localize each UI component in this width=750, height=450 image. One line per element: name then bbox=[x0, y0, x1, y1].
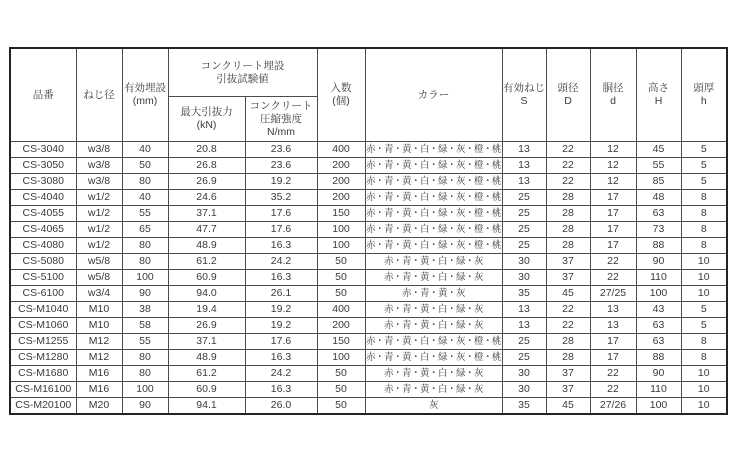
cell-max-pull: 47.7 bbox=[168, 222, 245, 238]
cell-screw-dia: w5/8 bbox=[76, 254, 122, 270]
cell-eff-thread: 13 bbox=[502, 158, 546, 174]
table-row bbox=[10, 222, 727, 238]
cell-body-dia: 12 bbox=[590, 158, 636, 174]
cell-embed-depth: 40 bbox=[122, 142, 168, 158]
table-row bbox=[10, 238, 727, 254]
cell-eff-thread: 35 bbox=[502, 398, 546, 415]
col-header-embed-depth-line1: 有効埋設 bbox=[124, 82, 166, 94]
cell-eff-thread: 13 bbox=[502, 318, 546, 334]
table-row bbox=[10, 286, 727, 302]
cell-max-pull: 26.9 bbox=[168, 174, 245, 190]
table-row bbox=[10, 302, 727, 318]
cell-head-dia: 28 bbox=[546, 222, 590, 238]
cell-part-no: CS-M16100 bbox=[10, 382, 76, 398]
cell-head-thick: 5 bbox=[681, 142, 727, 158]
table-row bbox=[10, 254, 727, 270]
cell-head-dia: 22 bbox=[546, 174, 590, 190]
cell-max-pull: 20.8 bbox=[168, 142, 245, 158]
cell-embed-depth: 40 bbox=[122, 190, 168, 206]
cell-qty: 150 bbox=[317, 206, 365, 222]
cell-embed-depth: 80 bbox=[122, 174, 168, 190]
col-header-eff-thread-line2: S bbox=[520, 95, 528, 107]
table-row bbox=[10, 158, 727, 174]
cell-embed-depth: 100 bbox=[122, 382, 168, 398]
col-header-max-pull-line2: (kN) bbox=[196, 119, 217, 131]
cell-color: 赤・青・黄・白・緑・灰 bbox=[365, 318, 502, 334]
cell-embed-depth: 80 bbox=[122, 238, 168, 254]
cell-height: 100 bbox=[636, 398, 681, 415]
cell-eff-thread: 13 bbox=[502, 302, 546, 318]
col-header-body-dia-line1: 胴径 bbox=[602, 82, 624, 94]
cell-head-thick: 10 bbox=[681, 398, 727, 415]
cell-screw-dia: w3/8 bbox=[76, 158, 122, 174]
cell-max-pull: 60.9 bbox=[168, 270, 245, 286]
cell-qty: 400 bbox=[317, 302, 365, 318]
table-row bbox=[10, 206, 727, 222]
cell-compressive: 23.6 bbox=[245, 142, 317, 158]
col-header-embed-depth-line2: (mm) bbox=[132, 95, 158, 107]
cell-embed-depth: 80 bbox=[122, 350, 168, 366]
cell-head-thick: 10 bbox=[681, 382, 727, 398]
cell-height: 85 bbox=[636, 174, 681, 190]
cell-body-dia: 22 bbox=[590, 366, 636, 382]
cell-qty: 50 bbox=[317, 382, 365, 398]
cell-embed-depth: 50 bbox=[122, 158, 168, 174]
cell-head-dia: 28 bbox=[546, 238, 590, 254]
col-header-head-thick-line1: 頭厚 bbox=[693, 82, 715, 94]
cell-part-no: CS-5100 bbox=[10, 270, 76, 286]
col-header-max-pull bbox=[168, 97, 245, 142]
cell-eff-thread: 13 bbox=[502, 142, 546, 158]
cell-height: 55 bbox=[636, 158, 681, 174]
cell-screw-dia: M20 bbox=[76, 398, 122, 415]
col-header-qty bbox=[317, 48, 365, 142]
col-header-screw-dia-label: ねじ径 bbox=[83, 88, 115, 101]
cell-embed-depth: 90 bbox=[122, 286, 168, 302]
cell-max-pull: 60.9 bbox=[168, 382, 245, 398]
cell-part-no: CS-M1280 bbox=[10, 350, 76, 366]
cell-head-dia: 22 bbox=[546, 158, 590, 174]
cell-color: 赤・青・黄・白・緑・灰・橙・桃 bbox=[365, 158, 502, 174]
cell-height: 43 bbox=[636, 302, 681, 318]
col-header-compressive-line2: 圧縮強度 bbox=[260, 112, 302, 125]
cell-head-thick: 8 bbox=[681, 238, 727, 254]
cell-part-no: CS-M20100 bbox=[10, 398, 76, 415]
cell-max-pull: 61.2 bbox=[168, 254, 245, 270]
col-header-compressive bbox=[245, 97, 317, 142]
cell-qty: 100 bbox=[317, 350, 365, 366]
cell-height: 110 bbox=[636, 270, 681, 286]
cell-color: 赤・青・黄・白・緑・灰 bbox=[365, 382, 502, 398]
cell-height: 48 bbox=[636, 190, 681, 206]
cell-embed-depth: 100 bbox=[122, 270, 168, 286]
cell-body-dia: 22 bbox=[590, 270, 636, 286]
col-header-qty-line2: (個) bbox=[332, 95, 350, 107]
cell-qty: 200 bbox=[317, 190, 365, 206]
cell-color: 赤・青・黄・白・緑・灰・橙・桃 bbox=[365, 222, 502, 238]
cell-head-thick: 8 bbox=[681, 206, 727, 222]
col-header-color bbox=[365, 48, 502, 142]
cell-max-pull: 94.1 bbox=[168, 398, 245, 415]
cell-head-dia: 45 bbox=[546, 286, 590, 302]
cell-head-thick: 5 bbox=[681, 302, 727, 318]
cell-head-dia: 22 bbox=[546, 302, 590, 318]
cell-part-no: CS-3050 bbox=[10, 158, 76, 174]
cell-body-dia: 17 bbox=[590, 206, 636, 222]
cell-eff-thread: 25 bbox=[502, 222, 546, 238]
cell-head-dia: 37 bbox=[546, 382, 590, 398]
col-header-height-line2: H bbox=[654, 95, 663, 107]
cell-eff-thread: 25 bbox=[502, 350, 546, 366]
cell-height: 100 bbox=[636, 286, 681, 302]
cell-height: 110 bbox=[636, 382, 681, 398]
cell-part-no: CS-M1040 bbox=[10, 302, 76, 318]
cell-body-dia: 27/26 bbox=[590, 398, 636, 415]
cell-eff-thread: 13 bbox=[502, 174, 546, 190]
cell-compressive: 26.0 bbox=[245, 398, 317, 415]
cell-compressive: 23.6 bbox=[245, 158, 317, 174]
table-row bbox=[10, 366, 727, 382]
cell-body-dia: 17 bbox=[590, 222, 636, 238]
cell-eff-thread: 30 bbox=[502, 366, 546, 382]
cell-color: 赤・青・黄・白・緑・灰・橙・桃 bbox=[365, 174, 502, 190]
cell-max-pull: 37.1 bbox=[168, 206, 245, 222]
col-header-head-thick bbox=[681, 48, 727, 142]
cell-height: 63 bbox=[636, 334, 681, 350]
cell-color: 赤・青・黄・白・緑・灰・橙・桃 bbox=[365, 238, 502, 254]
cell-head-thick: 10 bbox=[681, 286, 727, 302]
table-row bbox=[10, 142, 727, 158]
cell-compressive: 17.6 bbox=[245, 222, 317, 238]
cell-color: 赤・青・黄・白・緑・灰・橙・桃 bbox=[365, 206, 502, 222]
cell-qty: 50 bbox=[317, 254, 365, 270]
cell-compressive: 16.3 bbox=[245, 382, 317, 398]
cell-qty: 50 bbox=[317, 270, 365, 286]
table-row bbox=[10, 334, 727, 350]
cell-height: 45 bbox=[636, 142, 681, 158]
cell-qty: 50 bbox=[317, 398, 365, 415]
cell-part-no: CS-6100 bbox=[10, 286, 76, 302]
col-header-screw-dia bbox=[76, 48, 122, 142]
cell-compressive: 16.3 bbox=[245, 270, 317, 286]
cell-screw-dia: M16 bbox=[76, 366, 122, 382]
cell-compressive: 17.6 bbox=[245, 206, 317, 222]
cell-qty: 200 bbox=[317, 158, 365, 174]
cell-screw-dia: w1/2 bbox=[76, 206, 122, 222]
cell-compressive: 19.2 bbox=[245, 302, 317, 318]
cell-part-no: CS-4040 bbox=[10, 190, 76, 206]
cell-color: 灰 bbox=[365, 398, 502, 415]
cell-part-no: CS-M1255 bbox=[10, 334, 76, 350]
cell-compressive: 17.6 bbox=[245, 334, 317, 350]
cell-height: 88 bbox=[636, 350, 681, 366]
cell-body-dia: 27/25 bbox=[590, 286, 636, 302]
cell-height: 63 bbox=[636, 318, 681, 334]
cell-color: 赤・青・黄・白・緑・灰・橙・桃 bbox=[365, 334, 502, 350]
table-row bbox=[10, 350, 727, 366]
cell-height: 63 bbox=[636, 206, 681, 222]
col-header-part-no-label: 品番 bbox=[32, 88, 54, 101]
cell-screw-dia: w1/2 bbox=[76, 190, 122, 206]
cell-part-no: CS-4055 bbox=[10, 206, 76, 222]
cell-part-no: CS-4065 bbox=[10, 222, 76, 238]
cell-color: 赤・青・黄・白・緑・灰・橙・桃 bbox=[365, 142, 502, 158]
col-header-eff-thread bbox=[502, 48, 546, 142]
cell-part-no: CS-4080 bbox=[10, 238, 76, 254]
cell-compressive: 35.2 bbox=[245, 190, 317, 206]
cell-qty: 200 bbox=[317, 174, 365, 190]
cell-head-dia: 22 bbox=[546, 318, 590, 334]
cell-embed-depth: 80 bbox=[122, 366, 168, 382]
table-row bbox=[10, 398, 727, 415]
cell-qty: 200 bbox=[317, 318, 365, 334]
cell-height: 90 bbox=[636, 366, 681, 382]
cell-color: 赤・青・黄・白・緑・灰 bbox=[365, 366, 502, 382]
col-header-pull-test-group-line1: コンクリート埋設 bbox=[200, 59, 285, 72]
cell-screw-dia: w5/8 bbox=[76, 270, 122, 286]
cell-color: 赤・青・黄・白・緑・灰・橙・桃 bbox=[365, 190, 502, 206]
cell-height: 88 bbox=[636, 238, 681, 254]
cell-color: 赤・青・黄・白・緑・灰 bbox=[365, 270, 502, 286]
cell-color: 赤・青・黄・白・緑・灰・橙・桃 bbox=[365, 350, 502, 366]
cell-qty: 50 bbox=[317, 286, 365, 302]
cell-head-thick: 8 bbox=[681, 350, 727, 366]
cell-screw-dia: w3/8 bbox=[76, 142, 122, 158]
col-header-compressive-line1: コンクリート bbox=[249, 99, 313, 112]
cell-body-dia: 17 bbox=[590, 350, 636, 366]
cell-eff-thread: 35 bbox=[502, 286, 546, 302]
cell-screw-dia: M10 bbox=[76, 318, 122, 334]
cell-embed-depth: 55 bbox=[122, 334, 168, 350]
cell-embed-depth: 80 bbox=[122, 254, 168, 270]
cell-head-thick: 8 bbox=[681, 334, 727, 350]
cell-screw-dia: M16 bbox=[76, 382, 122, 398]
cell-head-dia: 45 bbox=[546, 398, 590, 415]
cell-body-dia: 13 bbox=[590, 318, 636, 334]
cell-max-pull: 48.9 bbox=[168, 350, 245, 366]
cell-eff-thread: 30 bbox=[502, 270, 546, 286]
cell-max-pull: 37.1 bbox=[168, 334, 245, 350]
cell-head-thick: 10 bbox=[681, 254, 727, 270]
cell-max-pull: 48.9 bbox=[168, 238, 245, 254]
cell-head-dia: 28 bbox=[546, 206, 590, 222]
cell-height: 73 bbox=[636, 222, 681, 238]
cell-compressive: 24.2 bbox=[245, 366, 317, 382]
cell-body-dia: 17 bbox=[590, 334, 636, 350]
cell-body-dia: 12 bbox=[590, 174, 636, 190]
cell-body-dia: 17 bbox=[590, 238, 636, 254]
col-header-color-label: カラー bbox=[417, 88, 450, 101]
cell-head-thick: 8 bbox=[681, 190, 727, 206]
cell-embed-depth: 58 bbox=[122, 318, 168, 334]
cell-part-no: CS-5080 bbox=[10, 254, 76, 270]
cell-head-thick: 8 bbox=[681, 222, 727, 238]
cell-eff-thread: 25 bbox=[502, 334, 546, 350]
cell-qty: 150 bbox=[317, 334, 365, 350]
col-header-head-thick-line2: h bbox=[700, 95, 707, 107]
cell-color: 赤・青・黄・灰 bbox=[365, 286, 502, 302]
cell-compressive: 16.3 bbox=[245, 238, 317, 254]
cell-body-dia: 12 bbox=[590, 142, 636, 158]
cell-embed-depth: 90 bbox=[122, 398, 168, 415]
table-body bbox=[10, 142, 727, 415]
table-header bbox=[10, 48, 727, 142]
cell-screw-dia: w1/2 bbox=[76, 222, 122, 238]
cell-max-pull: 19.4 bbox=[168, 302, 245, 318]
cell-screw-dia: w3/8 bbox=[76, 174, 122, 190]
col-header-compressive-line3: N/mm bbox=[267, 125, 295, 138]
cell-body-dia: 17 bbox=[590, 190, 636, 206]
cell-eff-thread: 30 bbox=[502, 254, 546, 270]
cell-eff-thread: 25 bbox=[502, 206, 546, 222]
cell-part-no: CS-M1680 bbox=[10, 366, 76, 382]
cell-compressive: 16.3 bbox=[245, 350, 317, 366]
cell-max-pull: 61.2 bbox=[168, 366, 245, 382]
cell-max-pull: 94.0 bbox=[168, 286, 245, 302]
cell-max-pull: 26.9 bbox=[168, 318, 245, 334]
cell-head-thick: 5 bbox=[681, 174, 727, 190]
cell-head-dia: 37 bbox=[546, 366, 590, 382]
cell-compressive: 24.2 bbox=[245, 254, 317, 270]
col-header-body-dia bbox=[590, 48, 636, 142]
product-spec-table bbox=[9, 47, 728, 415]
cell-qty: 50 bbox=[317, 366, 365, 382]
cell-head-dia: 37 bbox=[546, 254, 590, 270]
cell-screw-dia: M10 bbox=[76, 302, 122, 318]
cell-eff-thread: 30 bbox=[502, 382, 546, 398]
col-header-pull-test-group bbox=[168, 48, 317, 97]
col-header-height-line1: 高さ bbox=[648, 82, 669, 94]
table-row bbox=[10, 270, 727, 286]
cell-head-dia: 22 bbox=[546, 142, 590, 158]
cell-max-pull: 24.6 bbox=[168, 190, 245, 206]
cell-head-dia: 37 bbox=[546, 270, 590, 286]
cell-color: 赤・青・黄・白・緑・灰 bbox=[365, 254, 502, 270]
col-header-head-dia bbox=[546, 48, 590, 142]
cell-screw-dia: M12 bbox=[76, 350, 122, 366]
col-header-pull-test-group-line2: 引抜試験値 bbox=[216, 72, 269, 85]
col-header-head-dia-line1: 頭径 bbox=[557, 82, 579, 94]
cell-eff-thread: 25 bbox=[502, 190, 546, 206]
col-header-body-dia-line2: d bbox=[610, 95, 616, 107]
col-header-height bbox=[636, 48, 681, 142]
cell-eff-thread: 25 bbox=[502, 238, 546, 254]
col-header-embed-depth bbox=[122, 48, 168, 142]
cell-body-dia: 22 bbox=[590, 254, 636, 270]
col-header-eff-thread-line1: 有効ねじ bbox=[503, 82, 545, 94]
cell-part-no: CS-3040 bbox=[10, 142, 76, 158]
cell-qty: 100 bbox=[317, 222, 365, 238]
cell-compressive: 19.2 bbox=[245, 174, 317, 190]
cell-head-dia: 28 bbox=[546, 334, 590, 350]
cell-head-thick: 5 bbox=[681, 318, 727, 334]
col-header-max-pull-line1: 最大引抜力 bbox=[180, 106, 233, 118]
col-header-head-dia-line2: D bbox=[564, 95, 572, 107]
table-row bbox=[10, 174, 727, 190]
cell-head-dia: 28 bbox=[546, 350, 590, 366]
col-header-qty-line1: 入数 bbox=[330, 82, 352, 94]
cell-body-dia: 22 bbox=[590, 382, 636, 398]
cell-body-dia: 13 bbox=[590, 302, 636, 318]
cell-part-no: CS-3080 bbox=[10, 174, 76, 190]
cell-head-thick: 10 bbox=[681, 366, 727, 382]
table-row bbox=[10, 382, 727, 398]
cell-qty: 400 bbox=[317, 142, 365, 158]
table-row bbox=[10, 190, 727, 206]
cell-head-thick: 10 bbox=[681, 270, 727, 286]
col-header-part-no bbox=[10, 48, 76, 142]
cell-compressive: 19.2 bbox=[245, 318, 317, 334]
cell-height: 90 bbox=[636, 254, 681, 270]
cell-head-thick: 5 bbox=[681, 158, 727, 174]
cell-embed-depth: 38 bbox=[122, 302, 168, 318]
cell-head-dia: 28 bbox=[546, 190, 590, 206]
cell-embed-depth: 65 bbox=[122, 222, 168, 238]
cell-screw-dia: w1/2 bbox=[76, 238, 122, 254]
cell-screw-dia: w3/4 bbox=[76, 286, 122, 302]
cell-color: 赤・青・黄・白・緑・灰 bbox=[365, 302, 502, 318]
cell-compressive: 26.1 bbox=[245, 286, 317, 302]
cell-max-pull: 26.8 bbox=[168, 158, 245, 174]
cell-embed-depth: 55 bbox=[122, 206, 168, 222]
cell-qty: 100 bbox=[317, 238, 365, 254]
cell-screw-dia: M12 bbox=[76, 334, 122, 350]
table-row bbox=[10, 318, 727, 334]
cell-part-no: CS-M1060 bbox=[10, 318, 76, 334]
